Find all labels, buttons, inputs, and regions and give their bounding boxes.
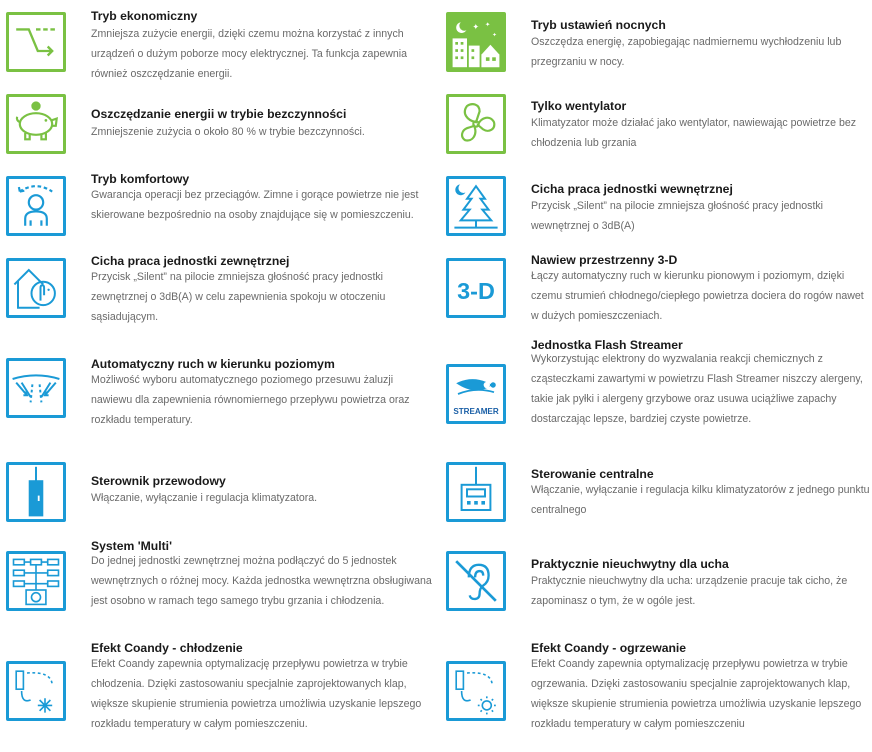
icon-label: 3-D: [457, 277, 495, 304]
feature-description: Wykorzystując elektrony do wyzwalania reakcji chemicznych z cząsteczkami zawartymi w powietrzu Flash Streamer niszczy alergeny, takie jak pyłki i alergeny grzybowe oraz usuwa uciążliwe zapachy dostarczając lepsze, bardziej czyste powietrze.: [531, 353, 863, 425]
feature-description: Możliwość wyboru automatycznego poziomego przesuwu żaluzji nawiewu dla zapewnienia równomiernego przepływu powietrza oraz rozkładu temperatury.: [91, 374, 410, 426]
feature-title: Efekt Coandy - chłodzenie: [91, 641, 243, 655]
coanda-heating-icon: [446, 661, 506, 721]
inaudible-ear-icon: [446, 551, 506, 611]
feature-description: Włączanie, wyłączanie i regulacja kilku klimatyzatorów z jednego punktu centralnego: [531, 484, 870, 516]
feature-description: Zmniejszenie zużycia o około 80 % w trybie bezczynności.: [91, 126, 365, 138]
feature-description: Przycisk „Silent” na pilocie zmniejsza głośność pracy jednostki wewnętrznej o 3dB(A): [531, 200, 824, 232]
feature-title: Tryb ekonomiczny: [91, 9, 198, 23]
night-set-mode-icon: [446, 12, 506, 72]
3d-airflow-icon: [446, 258, 506, 318]
svg-text:✦: ✦: [492, 32, 497, 39]
fan-icon: [446, 94, 506, 154]
feature-description: Zmniejsza zużycie energii, dzięki czemu można korzystać z innych urządzeń o dużym poborze mocy elektrycznej. Ta funkcja zapewnia również oszczędzanie energii.: [91, 28, 408, 80]
feature-title: Jednostka Flash Streamer: [531, 338, 683, 352]
feature-description: Gwarancja operacji bez przeciągów. Zimne i gorące powietrze nie jest skierowane bezpośrednio na osoby znajdujące się w pomieszczeniu.: [91, 189, 419, 221]
econo-mode-icon: [6, 12, 66, 72]
feature-description: Klimatyzator może działać jako wentylator, nawiewając powietrze bez chłodzenia lub grzania: [531, 117, 857, 149]
outdoor-silent-icon: [6, 258, 66, 318]
feature-title: System 'Multi': [91, 539, 172, 553]
feature-description: Efekt Coandy zapewnia optymalizację przepływu powietrza w trybie chłodzenia. Dzięki zastosowaniu specjalnie zaprojektowanych klap, większe skupienie strumienia powietrza umożliwia uzyskanie lepszego rozkładu temperatury w całym pomieszczeniu.: [91, 658, 422, 730]
feature-title: Nawiew przestrzenny 3-D: [531, 253, 678, 267]
feature-description: Oszczędza energię, zapobiegając nadmiernemu wychłodzeniu lub przegrzaniu w nocy.: [531, 36, 842, 68]
feature-title: Tryb komfortowy: [91, 172, 190, 186]
svg-text:✦: ✦: [485, 21, 491, 29]
svg-text:✦: ✦: [472, 21, 480, 32]
feature-title: Efekt Coandy - ogrzewanie: [531, 641, 687, 655]
comfort-mode-icon: [6, 176, 66, 236]
feature-title: Tryb ustawień nocnych: [531, 18, 666, 32]
feature-description: Przycisk „Silent” na pilocie zmniejsza głośność pracy jednostki zewnętrznej o 3dB(A) w celu zapewnienia spokoju w otoczeniu sąsiadującym.: [91, 271, 386, 323]
multi-system-icon: [6, 551, 66, 611]
feature-description: Włączanie, wyłączanie i regulacja klimatyzatora.: [91, 492, 318, 504]
central-control-icon: [446, 462, 506, 522]
feature-title: Sterownik przewodowy: [91, 474, 226, 488]
feature-description: Łączy automatyczny ruch w kierunku pionowym i poziomym, dzięki czemu strumień chłodnego/ciepłego powietrza dociera do rogów nawet w dużych pomieszczeniach.: [531, 270, 864, 322]
feature-title: Oszczędzanie energii w trybie bezczynności: [91, 107, 347, 121]
feature-description: Efekt Coandy zapewnia optymalizację przepływu powietrza w trybie ogrzewania. Dzięki zastosowaniu specjalnie zaprojektowanych klap, większe skupienie strumienia powietrza umożliwia uzyskanie lepszego rozkładu temperatury w całym pomieszczeniu: [531, 658, 862, 730]
piggy-bank-icon: [6, 94, 66, 154]
feature-title: Cicha praca jednostki zewnętrznej: [91, 254, 290, 268]
feature-description: Praktycznie nieuchwytny dla ucha: urządzenie pracuje tak cicho, że zapominasz o tym, że w ogóle jest.: [531, 575, 848, 607]
feature-description: Do jednej jednostki zewnętrznej można podłączyć do 5 jednostek wewnętrznych o różnej mocy. Każda jednostka wewnętrzna obsługiwana jest osobno w ramach tego samego trybu grzania i chłodzenia.: [91, 555, 432, 607]
wired-remote-icon: [6, 462, 66, 522]
horizontal-swing-icon: [6, 358, 66, 418]
indoor-silent-icon: [446, 176, 506, 236]
coanda-cooling-icon: [6, 661, 66, 721]
feature-title: Sterowanie centralne: [531, 467, 654, 481]
icon-label: STREAMER: [453, 406, 499, 416]
feature-title: Automatyczny ruch w kierunku poziomym: [91, 357, 335, 371]
feature-title: Praktycznie nieuchwytny dla ucha: [531, 557, 729, 571]
flash-streamer-icon: [446, 364, 506, 424]
feature-title: Tylko wentylator: [531, 99, 627, 113]
feature-title: Cicha praca jednostki wewnętrznej: [531, 182, 733, 196]
